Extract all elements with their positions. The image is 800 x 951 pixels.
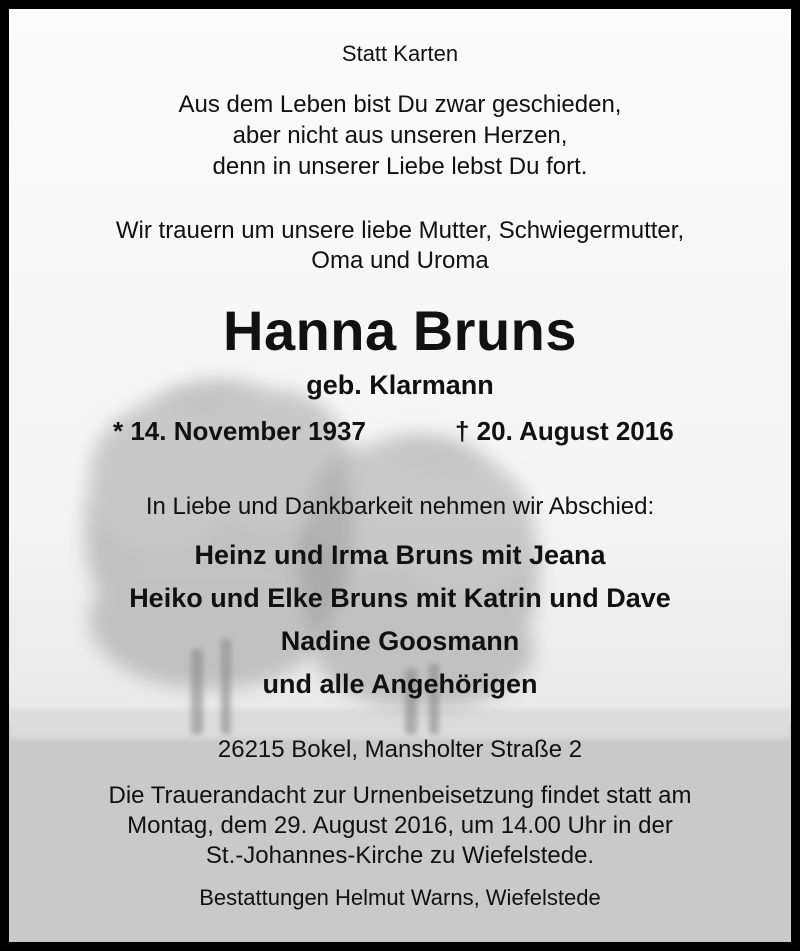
maiden-name: geb. Klarmann	[306, 370, 494, 400]
poem-line-3: denn in unserer Liebe lebst Du fort.	[212, 153, 588, 180]
birth-date: * 14. November 1937	[113, 416, 366, 446]
header-text: Statt Karten	[341, 41, 459, 66]
mourning-intro-line-1: Wir trauern um unsere liebe Mutter, Schwiegermutter,	[115, 217, 685, 244]
mourner-line-4: und alle Angehörigen	[262, 669, 538, 699]
mourner-line-1: Heinz und Irma Bruns mit Jeana	[194, 540, 606, 570]
farewell-text: In Liebe und Dankbarkeit nehmen wir Abschied:	[145, 493, 655, 520]
mourner-line-2: Heiko und Elke Bruns mit Katrin und Dave	[129, 583, 671, 613]
service-line-2: Montag, dem 29. August 2016, um 14.00 Uhr in der	[127, 812, 673, 839]
undertaker-text: Bestattungen Helmut Warns, Wiefelstede	[199, 885, 601, 910]
address-text: 26215 Bokel, Mansholter Straße 2	[217, 736, 583, 763]
service-line-3: St.-Johannes-Kirche zu Wiefelstede.	[205, 842, 595, 869]
mourner-line-3: Nadine Goosmann	[280, 626, 520, 656]
service-line-1: Die Trauerandacht zur Urnenbeisetzung findet statt am	[108, 782, 692, 809]
obituary-content	[9, 9, 791, 942]
poem-line-1: Aus dem Leben bist Du zwar geschieden,	[178, 91, 622, 118]
poem-line-2: aber nicht aus unseren Herzen,	[232, 122, 568, 149]
death-date: † 20. August 2016	[455, 416, 674, 446]
mourning-intro-line-2: Oma und Uroma	[311, 247, 489, 274]
deceased-name: Hanna Bruns	[223, 299, 577, 362]
